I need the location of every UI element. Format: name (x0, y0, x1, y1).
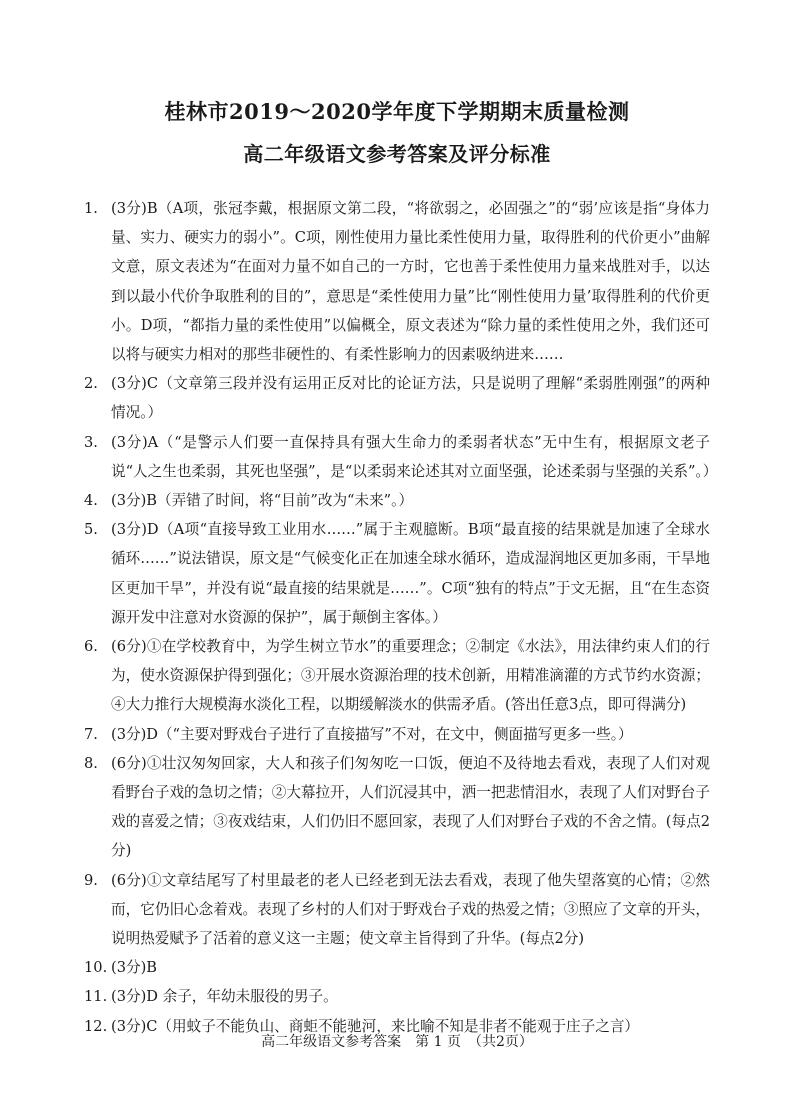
answer-text: (3分)D 余子，年幼未服役的男子。 (111, 988, 338, 1006)
answer-number: 7. (84, 725, 98, 743)
answer-number: 10. (84, 959, 108, 977)
page-footer: 高二年级语文参考答案 第 1 页 （共2页） (261, 1034, 533, 1050)
answer-text: (6分)①壮汉匆匆回家，大人和孩子们匆匆吃一口饭，便迫不及待地去看戏，表现了人们对观看野台子戏的急切之情；②大幕拉开，人们沉浸其中，洒一把悲情泪水，表现了人们对野台子戏的喜爱之情；③夜戏结束，人们仍旧不愿回家，表现了人们对野台子戏的不舍之情。(每点2分) (111, 754, 710, 860)
answer-number: 3. (84, 433, 98, 451)
answer-number: 2. (84, 375, 98, 393)
answer-number: 1. (84, 200, 98, 217)
answer-number: 6. (84, 638, 98, 656)
answer-item-11 (84, 982, 710, 1011)
answer-text: (3分)B（弄错了时间，将“目前”改为“未来”。） (111, 492, 414, 510)
answer-text: (6分)①在学校教育中，为学生树立节水”的重要理念；②制定《水法》，用法律约束人们的行为，使水资源保护得到强化；③开展水资源治理的技术创新，用精准滴灌的方式节约水资源；④大力推行大规模海水淡化工程，以期缓解淡水的供需矛盾。(答出任意3点，即可得满分) (111, 638, 710, 714)
answer-item-7 (84, 720, 710, 749)
answer-item-3 (84, 428, 718, 486)
answer-list (84, 194, 718, 1041)
answer-number: 8. (84, 754, 98, 772)
answer-text: (3分)B (111, 959, 157, 977)
answer-text: (3分)D（A项“直接导致工业用水……”属于主观臆断。B项“最直接的结果就是加速了全球水循环……”说法错误，原文是“气候变化正在加速全球水循环，造成湿润地区更加多雨，干旱地区更加干旱”，并没有说“最直接的结果就是……”。C项“独有的特点”于文无据，且“在生态资源开发中注意对水资源的保护”，属于颠倒主客体。） (111, 521, 710, 626)
answer-text: (3分)C（文章第三段并没有运用正反对比的论证方法，只是说明了理解“柔弱胜刚强”的两种情况。） (111, 375, 710, 422)
answer-item-9 (84, 866, 710, 954)
document-subtitle: 高二年级语文参考答案及评分标准 (243, 142, 551, 166)
answer-item-8 (84, 749, 710, 866)
answer-number: 11. (84, 988, 108, 1006)
answer-item-5 (84, 515, 710, 632)
answer-text: (3分)B（A项，张冠李戴，根据原文第二段，“将欲弱之，必固强之”的“弱’应该是指“身体力量、实力、硬实力的弱小”。C项，刚性使用力量比柔性使用力量，取得胜利的代价更小”曲解文意，原文表述为“在面对力量不如自己的一方时，它也善于柔性使用力量来战胜对手，以达到以最小代价争取胜利的目的”，意思是“柔性使用力量”比“刚性使用力量’取得胜利的代价更小。D项，“都指力量的柔性使用”以偏概全，原文表述为“除力量的柔性使用之外，我们还可以将与硬实力相对的那些非硬性的、有柔性影响力的因素吸纳进来…… (111, 200, 710, 364)
answer-item-1 (84, 194, 710, 369)
answer-item-2 (84, 369, 710, 427)
answer-text: (6分)①文章结尾写了村里最老的老人已经老到无法去看戏，表现了他失望落寞的心情；②然而，它仍旧心念着戏。表现了乡村的人们对于野戏台子戏的热爱之情；③照应了文章的开头，说明热爱赋予了活着的意义这一主题；使文章主旨得到了升华。(每点2分) (111, 871, 710, 948)
answer-item-10 (84, 953, 710, 982)
answer-text: (3分)C（用蚊子不能负山、商蚷不能驰河，来比喻不知是非者不能观于庄子之言） (111, 1017, 640, 1035)
answer-item-4 (84, 486, 710, 515)
answer-number: 9. (84, 871, 98, 889)
document-title: 桂林市2019～2020学年度下学期期末质量检测 (164, 99, 630, 124)
answer-number: 5. (84, 521, 98, 539)
answer-text: (3分)D（“主要对野戏台子进行了直接描写”不对，在文中，侧面描写更多一些。） (111, 725, 633, 743)
answer-text: (3分)A（“是警示人们要一直保持具有强大生命力的柔弱者状态”无中生有，根据原文老子说“人之生也柔弱，其死也坚强”，是“以柔弱来论述其对立面坚强，论述柔弱与坚强的关系”。） (111, 433, 718, 480)
answer-number: 12. (84, 1017, 108, 1035)
answer-number: 4. (84, 492, 98, 510)
answer-item-6 (84, 632, 710, 720)
